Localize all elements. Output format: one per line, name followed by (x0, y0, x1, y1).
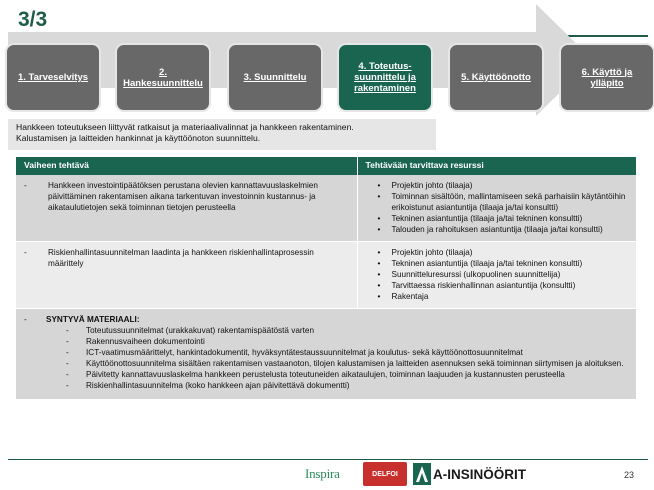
task-text: Riskienhallintasuunnitelman laadinta ja hankkeen riskienhallintaprosessin määrittely (48, 248, 314, 268)
step-kayttoonotto[interactable] (448, 43, 544, 112)
step-label: 4. Toteutus-suunnittelu ja rakentaminen (354, 61, 416, 94)
resource-list (366, 180, 629, 235)
table-row (16, 175, 636, 242)
table-row (16, 242, 636, 309)
page-number: 23 (624, 470, 635, 480)
step-label: 6. Käyttö ja ylläpito (581, 66, 633, 89)
materials-cell (16, 309, 636, 400)
list-item: • Projektin johto (tilaaja) (376, 247, 629, 258)
step-hankesuunnittelu[interactable] (115, 43, 211, 112)
description-line: Kalustamisen ja laitteiden hankinnat ja käyttöönoton suunnittelu. (16, 133, 261, 143)
step-label: 5. Käyttöönotto (461, 72, 531, 83)
materials-row (16, 309, 636, 400)
task-table (16, 157, 636, 399)
table-header-row (16, 157, 636, 175)
list-item: • Toiminnan sisältöön, mallintamiseen sekä parhaisiin käytäntöihin erikoistunut asiantuntija (tilaaja ja/tai konsultti) (376, 191, 629, 213)
list-item: • Tekninen asiantuntija (tilaaja ja/tai tekninen konsultti) (376, 213, 629, 224)
logo-text: A-INSINÖÖRIT (433, 466, 526, 482)
task-cell (16, 242, 357, 309)
a-insinoorit-mark-icon (413, 463, 431, 485)
dash-marker: - (24, 315, 27, 324)
list-item: - Käyttöönottosuunnitelma sisältäen rakentamisen vastaanoton, tilojen kalustamisen ja laitteiden asennuksen sekä toiminnan siirtymisen ja aloituksen. (66, 358, 628, 369)
header-required-resource: Tehtävään tarvittava resurssi (357, 157, 636, 175)
step-kaytto-yllapito[interactable] (559, 43, 654, 112)
step-label: 3. Suunnittelu (243, 72, 307, 83)
resource-cell (357, 242, 636, 309)
dash-marker: - (24, 248, 27, 257)
resource-cell (357, 175, 636, 242)
list-item: • Tekninen asiantuntija (tilaaja ja/tai tekninen konsultti) (376, 258, 629, 269)
materials-list (24, 325, 628, 391)
header-phase-task: Vaiheen tehtävä (16, 157, 357, 175)
list-item: • Projektin johto (tilaaja) (376, 180, 629, 191)
resource-list (366, 247, 629, 302)
inspira-logo: Inspira (305, 466, 340, 481)
step-label: 1. Tarveselvitys (17, 72, 89, 83)
step-suunnittelu[interactable] (227, 43, 323, 112)
list-item: - Riskienhallintasuunnitelma (koko hankkeen ajan päivitettävä dokumentti) (66, 380, 628, 391)
list-item: • Talouden ja rahoituksen asiantuntija (tilaaja ja/tai konsultti) (376, 224, 629, 235)
task-cell (16, 175, 357, 242)
delfoi-logo: DELFOI (363, 462, 407, 486)
step-toteutussuunnittelu-active[interactable] (337, 43, 433, 112)
task-text: Hankkeen investointipäätöksen perustana olevien kannattavuuslaskelmien päivittäminen rakentamisen aikana tarkentuvan investoinnin kustannus- ja aikataulutietojen sekä toiminnan tietojen perusteella (48, 181, 318, 212)
footer-divider (8, 459, 648, 460)
list-item: - Toteutussuunnitelmat (urakkakuvat) rakentamispäätöstä varten (66, 325, 628, 336)
step-label: 2. Hankesuunnittelu (123, 66, 203, 89)
description-line: Hankkeen toteutukseen liittyvät ratkaisut ja materiaalivalinnat ja hankkeen rakentaminen. (16, 122, 354, 132)
list-item: • Tarvittaessa riskienhallinnan asiantuntija (konsultti) (376, 280, 629, 291)
phase-description (8, 119, 436, 150)
list-item: - Rakennusvaiheen dokumentointi (66, 336, 628, 347)
list-item: - ICT-vaatimusmäärittelyt, hankintadokumentit, hyväksyntätestaussuunnitelmat ja koulutus- sekä käyttöönottosuunnitelmat (66, 347, 628, 358)
step-tarveselvitys[interactable] (5, 43, 101, 112)
list-item: • Rakentaja (376, 291, 629, 302)
process-arrow-background (8, 4, 648, 116)
materials-title: SYNTYVÄ MATERIAALI: (46, 315, 140, 324)
a-insinoorit-logo (413, 463, 526, 485)
list-item: - Päivitetty kannattavuuslaskelma hankkeen perustelusta toteutuneiden aikataulujen, toiminnan laajuuden ja kustannusten perusteella (66, 369, 628, 380)
dash-marker: - (24, 181, 27, 190)
list-item: • Suunnitteluresurssi (ulkopuolinen suunnittelija) (376, 269, 629, 280)
page-title: 3/3 (18, 8, 48, 31)
